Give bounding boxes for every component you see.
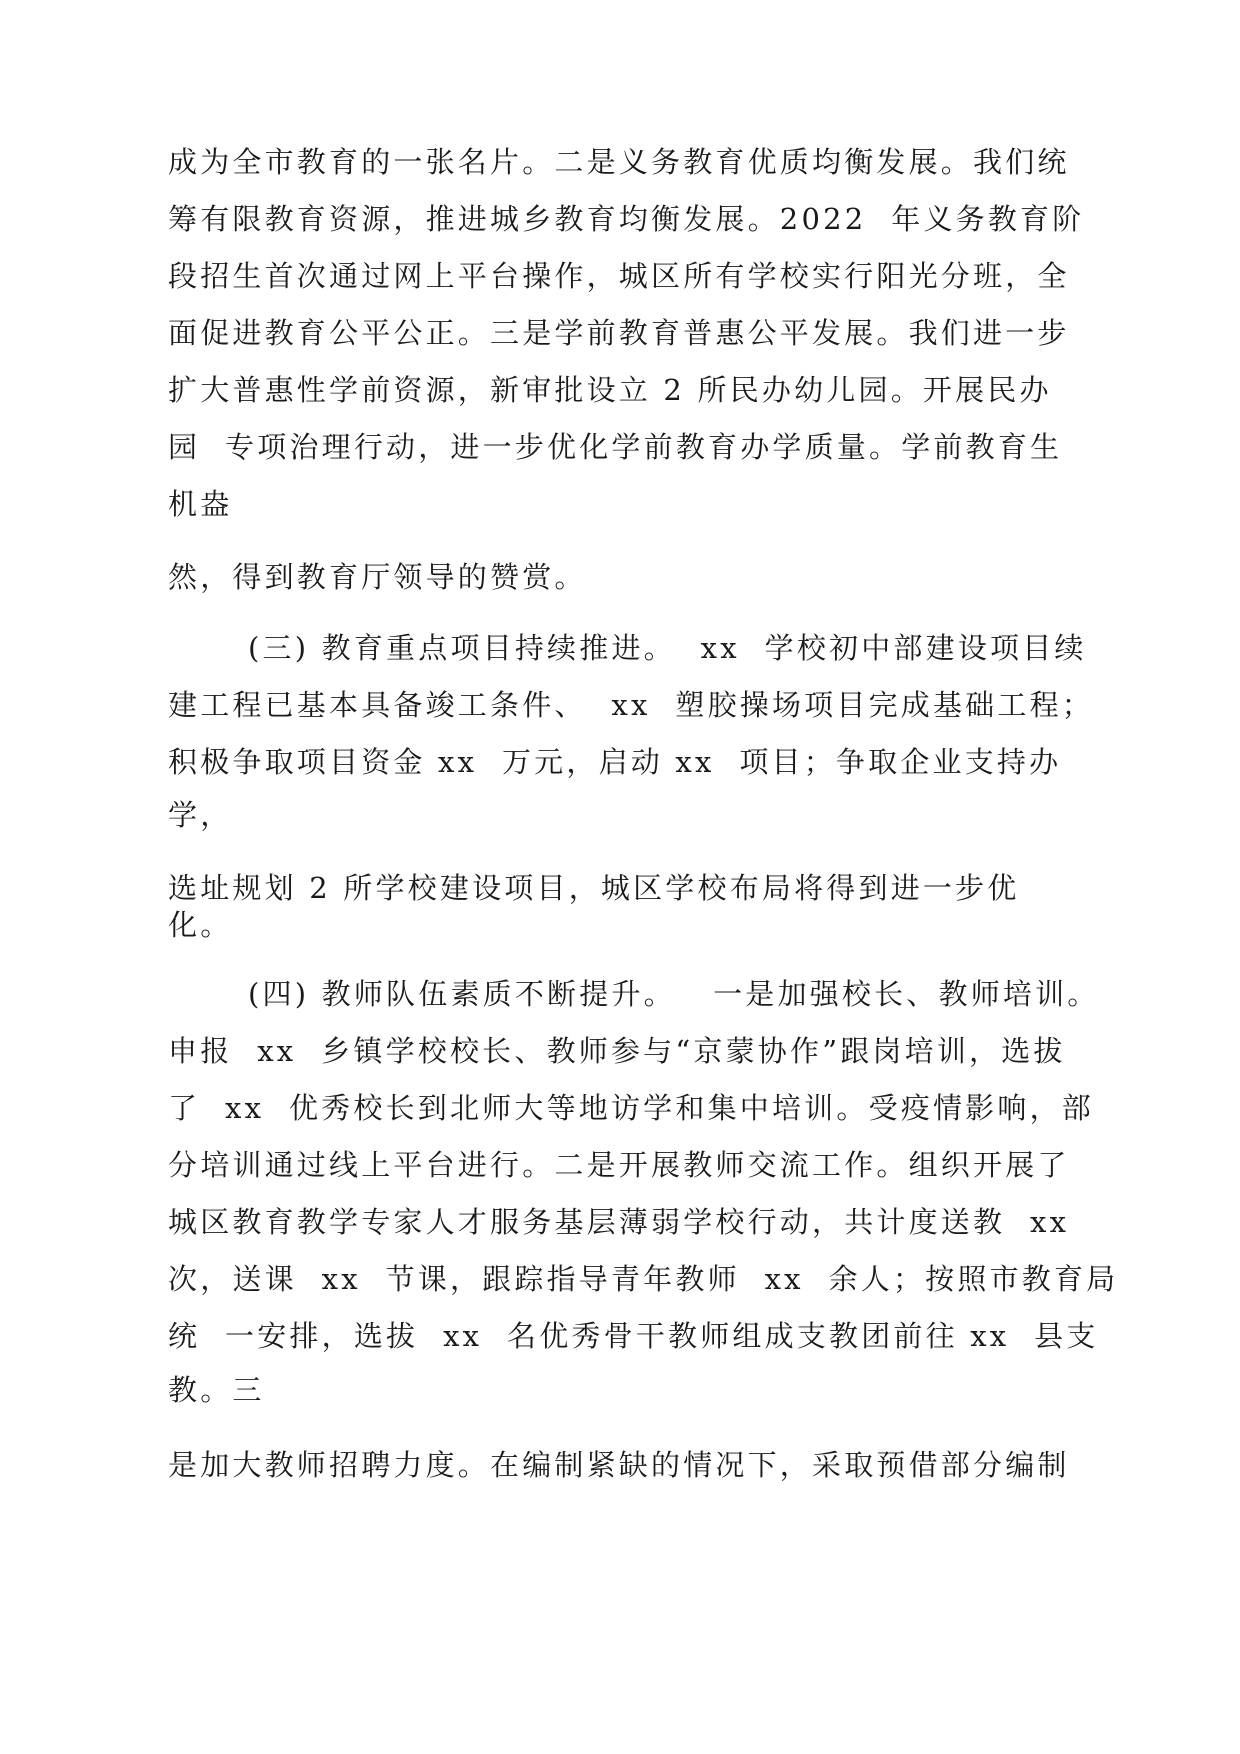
text-line: 次，送课 xx 节课，跟踪指导青年教师 xx 余人；按照市教育局 xyxy=(168,1262,1119,1296)
text-line: 城区教育教学专家人才服务基层薄弱学校行动，共计度送教 xx xyxy=(168,1205,1070,1239)
text-line: 段招生首次通过网上平台操作，城区所有学校实行阳光分班，全 xyxy=(168,259,1070,293)
text-line: 选址规划 2 所学校建设项目，城区学校布局将得到进一步优 xyxy=(168,871,1020,905)
text-line: 建工程已基本具备竣工条件、 xx 塑胶操场项目完成基础工程； xyxy=(168,688,1094,722)
text-line: 化。 xyxy=(168,908,233,942)
text-line: 成为全市教育的一张名片。二是义务教育优质均衡发展。我们统 xyxy=(168,145,1070,179)
text-line: 统 一安排，选拔 xx 名优秀骨干教师组成支教团前往 xx 县支 xyxy=(168,1319,1099,1353)
text-line: 是加大教师招聘力度。在编制紧缺的情况下，采取预借部分编制 xyxy=(168,1448,1070,1482)
text-line: 申报 xx 乡镇学校校长、教师参与“京蒙协作”跟岗培训，选拔 xyxy=(168,1034,1066,1068)
section-heading-4: (四) 教师队伍素质不断提升。 一是加强校长、教师培训。 xyxy=(248,977,1100,1011)
text-line: 积极争取项目资金 xx 万元，启动 xx 项目；争取企业支持办 xyxy=(168,745,1062,779)
text-line: 然，得到教育厅领导的赞赏。 xyxy=(168,560,587,594)
text-line: 学， xyxy=(168,798,233,832)
text-line: 扩大普惠性学前资源，新审批设立 2 所民办幼儿园。开展民办 xyxy=(168,373,1052,407)
text-line: 面促进教育公平公正。三是学前教育普惠公平发展。我们进一步 xyxy=(168,316,1070,350)
section-heading-3: (三) 教育重点项目持续推进。 xx 学校初中部建设项目续 xyxy=(248,631,1087,665)
text-line: 分培训通过线上平台进行。二是开展教师交流工作。组织开展了 xyxy=(168,1148,1070,1182)
text-line: 了 xx 优秀校长到北师大等地访学和集中培训。受疫情影响，部 xyxy=(168,1091,1094,1125)
text-line: 筹有限教育资源，推进城乡教育均衡发展。2022 年义务教育阶 xyxy=(168,202,1085,236)
text-line: 教。三 xyxy=(168,1373,265,1407)
text-line: 机盎 xyxy=(168,487,233,521)
text-line: 园 专项治理行动，进一步优化学前教育办学质量。学前教育生 xyxy=(168,430,1063,464)
